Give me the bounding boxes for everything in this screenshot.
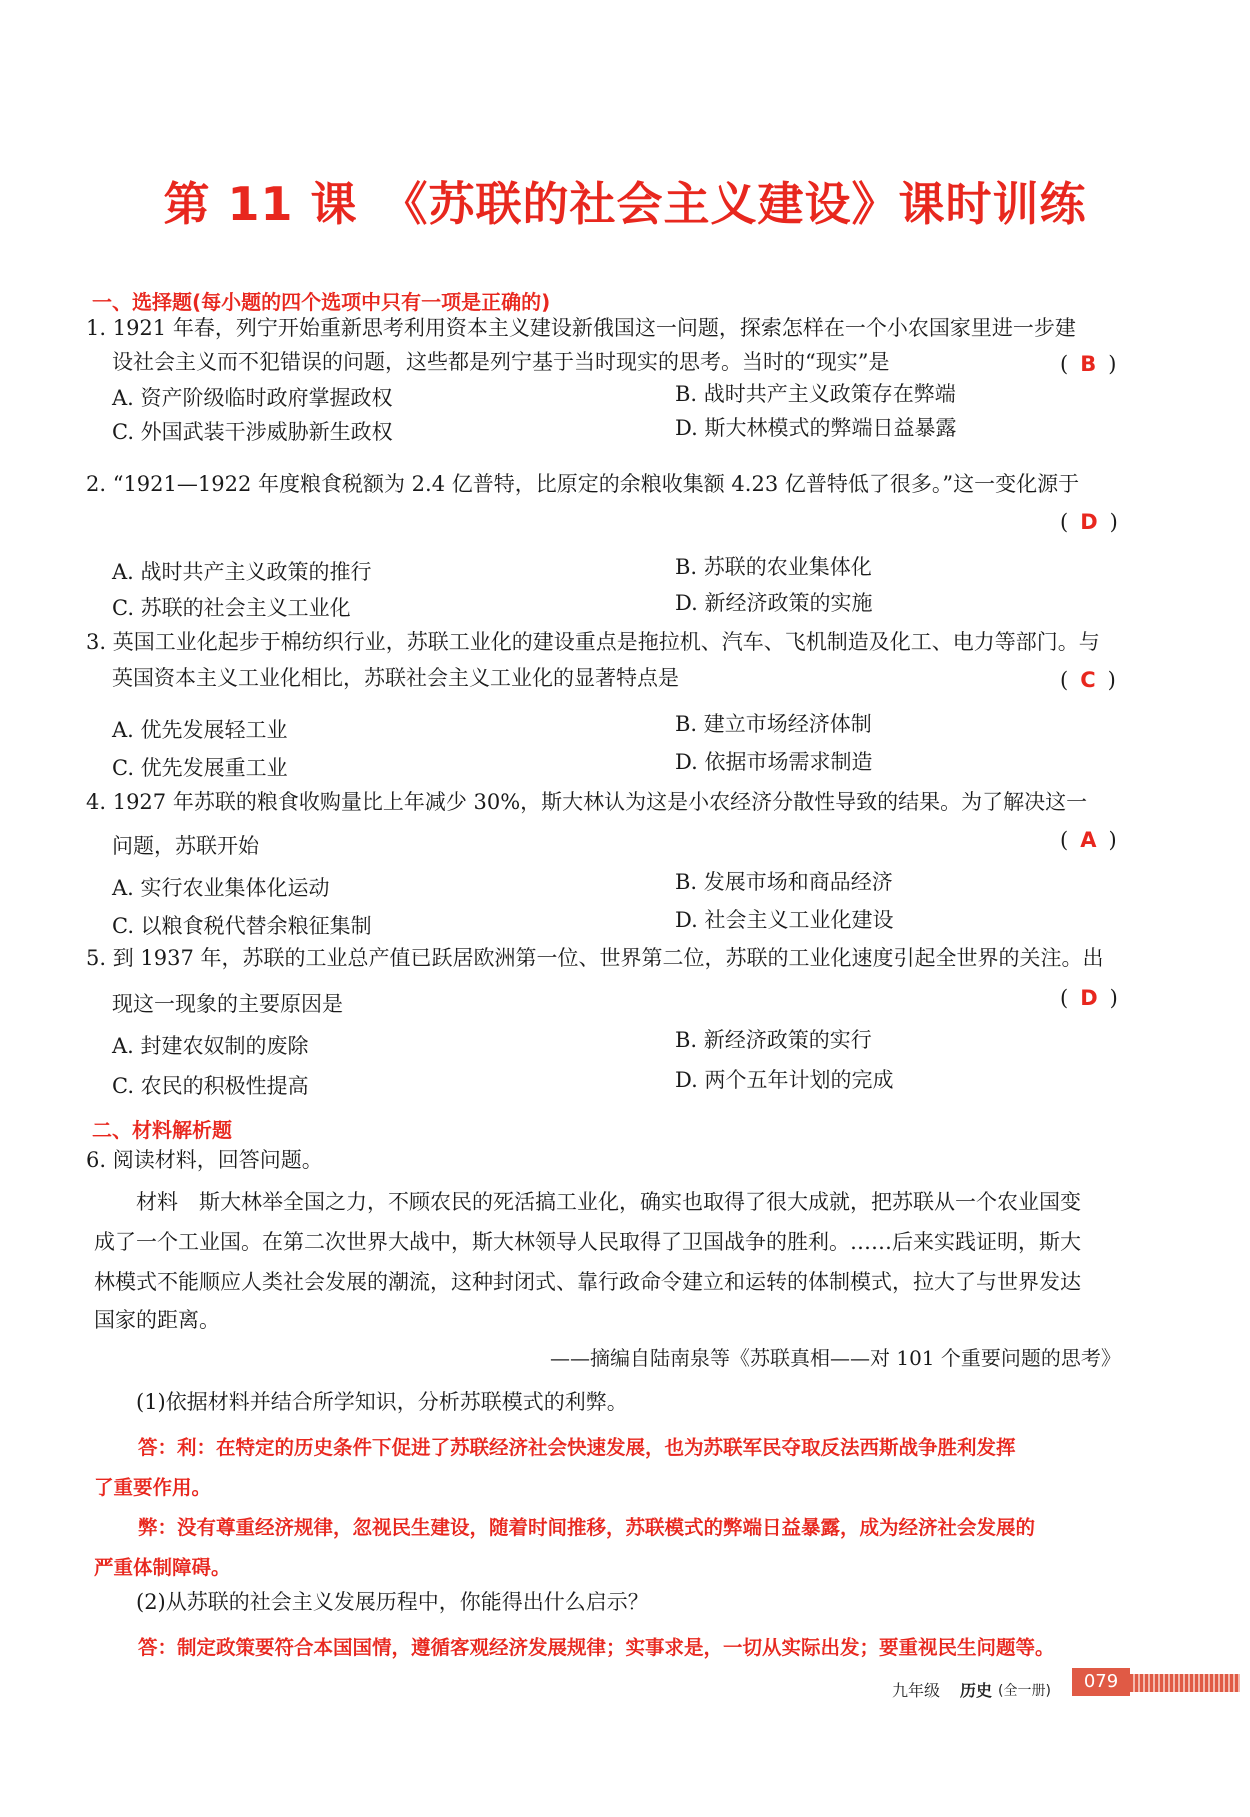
q3-option-a: A. 优先发展轻工业: [112, 718, 288, 742]
q6-answer1-line1: 答：利：在特定的历史条件下促进了苏联经济社会快速发展，也为苏联军民夺取反法西斯战争胜利发挥: [138, 1436, 1016, 1459]
q6-material-line4: 国家的距离。: [94, 1308, 220, 1332]
q6-material-line1: 材料 斯大林举全国之力，不顾农民的死活搞工业化，确实也取得了很大成就，把苏联从一个农业国变: [136, 1190, 1081, 1214]
q3-option-d: D. 依据市场需求制造: [675, 750, 873, 774]
q4-answer: ( A ): [1060, 828, 1117, 852]
q1-answer-letter: B: [1080, 352, 1097, 376]
q5-line1: 5. 到 1937 年，苏联的工业总产值已跃居欧洲第一位、世界第二位，苏联的工业化速度引起全世界的关注。出: [86, 946, 1104, 970]
q4-answer-letter: A: [1080, 828, 1097, 852]
q5-option-a: A. 封建农奴制的废除: [112, 1034, 309, 1058]
q6-answer1-line3: 弊：没有尊重经济规律，忽视民生建设，随着时间推移，苏联模式的弊端日益暴露，成为经济社会发展的: [138, 1516, 1036, 1539]
q6-sub2: (2)从苏联的社会主义发展历程中，你能得出什么启示？: [136, 1590, 649, 1614]
q1-option-a: A. 资产阶级临时政府掌握政权: [112, 386, 393, 410]
footer-grade: 九年级: [892, 1681, 941, 1700]
q6-answer1-line2: 了重要作用。: [94, 1476, 212, 1499]
q3-option-b: B. 建立市场经济体制: [675, 712, 872, 736]
q6-intro: 6. 阅读材料，回答问题。: [86, 1148, 323, 1172]
q2-option-a: A. 战时共产主义政策的推行: [112, 560, 372, 584]
q1-answer: ( B ): [1060, 352, 1117, 376]
q4-line2: 问题，苏联开始: [112, 834, 259, 858]
q1-line2: 设社会主义而不犯错误的问题，这些都是列宁基于当时现实的思考。当时的“现实”是: [112, 350, 890, 374]
section-heading-choice: 一、选择题(每小题的四个选项中只有一项是正确的): [92, 290, 551, 314]
q2-answer: ( D ): [1060, 510, 1118, 534]
q1-line1: 1. 1921 年春，列宁开始重新思考利用资本主义建设新俄国这一问题，探索怎样在一个小农国家里进一步建: [86, 316, 1076, 340]
q1-option-b: B. 战时共产主义政策存在弊端: [675, 382, 956, 406]
q2-option-c: C. 苏联的社会主义工业化: [112, 596, 351, 620]
q3-line2: 英国资本主义工业化相比，苏联社会主义工业化的显著特点是: [112, 666, 679, 690]
q2-answer-letter: D: [1080, 510, 1098, 534]
page-number: 079: [1072, 1668, 1130, 1696]
footer-subject: 历史: [960, 1681, 993, 1700]
q4-option-d: D. 社会主义工业化建设: [675, 908, 894, 932]
q1-option-d: D. 斯大林模式的弊端日益暴露: [675, 416, 957, 440]
q1-option-c: C. 外国武装干涉威胁新生政权: [112, 420, 393, 444]
q4-option-c: C. 以粮食税代替余粮征集制: [112, 914, 372, 938]
q2-option-d: D. 新经济政策的实施: [675, 591, 873, 615]
q6-answer1-line4: 严重体制障碍。: [94, 1556, 231, 1579]
section-heading-material: 二、材料解析题: [92, 1118, 232, 1142]
footer-volume: (全一册): [998, 1683, 1051, 1699]
q5-line2: 现这一现象的主要原因是: [112, 992, 343, 1016]
q3-line1: 3. 英国工业化起步于棉纺织行业，苏联工业化的建设重点是拖拉机、汽车、飞机制造及化工、电力等部门。与: [86, 630, 1100, 654]
q6-source: ——摘编自陆南泉等《苏联真相——对 101 个重要问题的思考》: [550, 1346, 1121, 1370]
q3-option-c: C. 优先发展重工业: [112, 756, 288, 780]
q5-option-d: D. 两个五年计划的完成: [675, 1068, 894, 1092]
q4-line1: 4. 1927 年苏联的粮食收购量比上年减少 30%，斯大林认为这是小农经济分散性导致的结果。为了解决这一: [86, 790, 1088, 814]
page-title: 第 11 课 《苏联的社会主义建设》课时训练: [163, 177, 1087, 231]
q6-material-line2: 成了一个工业国。在第二次世界大战中，斯大林领导人民取得了卫国战争的胜利。……后来实践证明，斯大: [94, 1230, 1081, 1254]
page-number-strip: [1130, 1674, 1240, 1692]
q6-material-line3: 林模式不能顺应人类社会发展的潮流，这种封闭式、靠行政命令建立和运转的体制模式，拉大了与世界发达: [94, 1270, 1081, 1294]
q5-answer-letter: D: [1080, 986, 1098, 1010]
q5-option-c: C. 农民的积极性提高: [112, 1074, 309, 1098]
q4-option-b: B. 发展市场和商品经济: [675, 870, 893, 894]
q2-line1: 2. “1921—1922 年度粮食税额为 2.4 亿普特，比原定的余粮收集额 4.23 亿普特低了很多。”这一变化源于: [86, 472, 1080, 496]
q5-answer: ( D ): [1060, 986, 1118, 1010]
q4-option-a: A. 实行农业集体化运动: [112, 876, 330, 900]
q2-option-b: B. 苏联的农业集体化: [675, 555, 872, 579]
q3-answer-letter: C: [1080, 668, 1096, 692]
q3-answer: ( C ): [1060, 668, 1116, 692]
q6-sub1: (1)依据材料并结合所学知识，分析苏联模式的利弊。: [136, 1390, 628, 1414]
q6-answer2: 答：制定政策要符合本国国情，遵循客观经济发展规律；实事求是，一切从实际出发；要重视民生问题等。: [138, 1636, 1055, 1659]
q5-option-b: B. 新经济政策的实行: [675, 1028, 872, 1052]
